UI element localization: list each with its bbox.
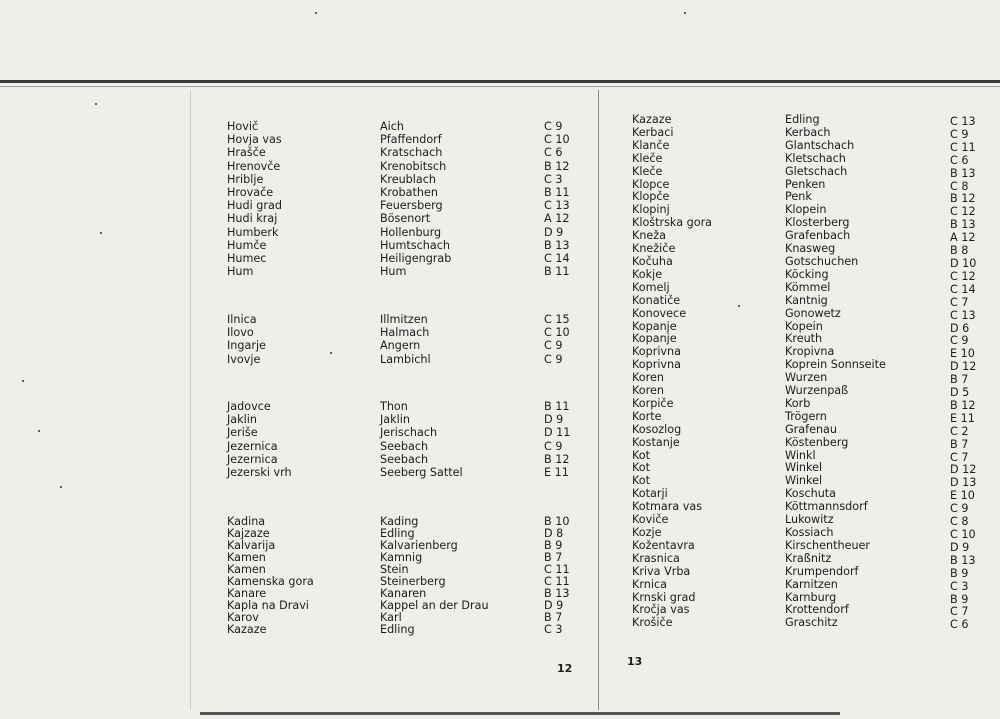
german-name: Illmitzen xyxy=(380,313,428,326)
grid-reference: C 7 xyxy=(950,450,969,464)
grid-reference: E 10 xyxy=(950,489,975,503)
german-name: Kappel an der Drau xyxy=(380,599,489,612)
grid-reference: C 10 xyxy=(544,133,570,147)
slovene-name: Klanče xyxy=(632,138,670,152)
german-name: Koprein Sonnseite xyxy=(785,358,886,372)
slovene-name: Kročja vas xyxy=(632,603,690,617)
slovene-name: Kerbaci xyxy=(632,125,674,139)
slovene-name: Hrenovče xyxy=(227,159,281,173)
grid-reference: D 5 xyxy=(950,386,970,400)
slovene-name: Jezerski vrh xyxy=(227,466,292,480)
german-name: Köstenberg xyxy=(785,435,849,449)
slovene-name: Konatiče xyxy=(632,293,681,307)
scan-speck xyxy=(330,352,332,354)
german-name: Grafenbach xyxy=(785,229,851,243)
german-name: Steinerberg xyxy=(380,575,446,588)
left-page-german-names-group-1 xyxy=(380,120,451,278)
grid-reference: B 7 xyxy=(950,437,969,451)
slovene-name: Klopče xyxy=(632,190,670,204)
german-name: Aich xyxy=(380,120,405,133)
slovene-name: Hrašče xyxy=(227,146,266,160)
grid-reference: C 8 xyxy=(950,179,969,193)
german-name: Karnburg xyxy=(785,590,837,604)
grid-reference: C 14 xyxy=(544,252,570,266)
slovene-name: Kapla na Dravi xyxy=(227,599,309,612)
german-name: Winkel xyxy=(785,461,823,475)
grid-reference: B 13 xyxy=(950,553,976,567)
grid-reference: C 3 xyxy=(950,579,969,593)
left-page-grid-references-group-2 xyxy=(544,313,570,366)
german-name: Krobathen xyxy=(380,186,438,200)
grid-reference: B 9 xyxy=(950,592,969,606)
slovene-name: Krnski grad xyxy=(632,590,696,604)
german-name: Wurzenpaß xyxy=(785,384,849,398)
grid-reference: B 7 xyxy=(544,551,563,564)
grid-reference: C 8 xyxy=(950,515,969,529)
left-page-slovene-names-group-3 xyxy=(227,400,292,479)
german-name: Krenobitsch xyxy=(380,159,447,173)
german-name: Graschitz xyxy=(785,616,838,630)
slovene-name: Kajzaze xyxy=(227,527,270,540)
slovene-name: Korpiče xyxy=(632,396,674,410)
grid-reference: C 9 xyxy=(544,339,563,353)
slovene-name: Ilnica xyxy=(227,313,257,326)
german-name: Kalvarienberg xyxy=(380,539,458,552)
german-name: Kreuth xyxy=(785,332,823,346)
slovene-name: Hudi grad xyxy=(227,199,282,213)
grid-reference: B 12 xyxy=(950,192,976,206)
grid-reference: B 13 xyxy=(544,587,570,600)
grid-reference: C 9 xyxy=(950,334,969,348)
german-name: Karl xyxy=(380,611,402,624)
slovene-name: Kriva Vrba xyxy=(632,564,691,578)
german-name: Edling xyxy=(785,113,820,126)
slovene-name: Kotmara vas xyxy=(632,500,703,514)
slovene-name: Kot xyxy=(632,448,651,462)
grid-reference: C 9 xyxy=(544,352,563,366)
grid-reference: B 10 xyxy=(544,515,570,528)
german-name: Wurzen xyxy=(785,371,828,385)
slovene-name: Knežiče xyxy=(632,242,676,256)
grid-reference: B 12 xyxy=(950,398,976,412)
german-name: Kossiach xyxy=(785,526,834,539)
slovene-name: Krasnica xyxy=(632,551,680,565)
grid-reference: E 10 xyxy=(950,347,975,361)
grid-reference: C 11 xyxy=(544,563,570,576)
bottom-rule xyxy=(200,712,840,715)
grid-reference: C 11 xyxy=(544,575,570,588)
slovene-name: Hovič xyxy=(227,120,259,133)
german-name: Heiligengrab xyxy=(380,252,452,266)
grid-reference: C 9 xyxy=(544,120,563,133)
german-name: Kamnig xyxy=(380,551,423,564)
grid-reference: C 6 xyxy=(950,618,969,632)
grid-reference: C 10 xyxy=(950,528,976,541)
grid-reference: C 14 xyxy=(950,282,976,296)
grid-reference: B 12 xyxy=(544,159,570,173)
grid-reference: C 6 xyxy=(950,153,969,167)
grid-reference: B 13 xyxy=(950,166,976,180)
german-name: Hum xyxy=(380,265,407,279)
top-rule xyxy=(0,80,1000,83)
slovene-name: Humberk xyxy=(227,225,279,239)
german-name: Lukowitz xyxy=(785,513,834,527)
slovene-name: Koviče xyxy=(632,513,669,527)
german-name: Glantschach xyxy=(785,138,855,152)
grid-reference: B 11 xyxy=(544,186,570,200)
german-name: Pfaffendorf xyxy=(380,133,442,147)
slovene-name: Korte xyxy=(632,409,662,423)
slovene-name: Kamenska gora xyxy=(227,575,314,588)
german-name: Kanaren xyxy=(380,587,427,600)
german-name: Humtschach xyxy=(380,238,450,252)
german-name: Seebach xyxy=(380,439,429,453)
grid-reference: D 9 xyxy=(950,540,970,554)
grid-reference: D 13 xyxy=(950,476,977,490)
grid-reference: C 13 xyxy=(950,308,976,322)
german-name: Seeberg Sattel xyxy=(380,466,463,480)
grid-reference: B 7 xyxy=(950,373,969,387)
german-name: Kraßnitz xyxy=(785,551,832,565)
slovene-name: Kotarji xyxy=(632,487,668,501)
grid-reference: B 12 xyxy=(544,452,570,466)
slovene-name: Kožentavra xyxy=(632,538,695,552)
slovene-name: Koprivna xyxy=(632,345,681,359)
german-name: Kading xyxy=(380,515,419,528)
slovene-name: Kadina xyxy=(227,515,266,528)
slovene-name: Kopanje xyxy=(632,332,677,346)
german-name: Kletschach xyxy=(785,151,846,165)
slovene-name: Hum xyxy=(227,265,254,279)
grid-reference: D 10 xyxy=(950,256,977,270)
slovene-name: Hovja vas xyxy=(227,133,282,147)
german-name: Edling xyxy=(380,527,415,540)
slovene-name: Koprivna xyxy=(632,358,681,372)
german-name: Winkl xyxy=(785,448,816,462)
german-name: Kropivna xyxy=(785,345,835,359)
german-name: Korb xyxy=(785,396,811,410)
grid-reference: B 9 xyxy=(950,566,969,580)
grid-reference: B 11 xyxy=(544,265,570,279)
slovene-name: Klopinj xyxy=(632,203,670,217)
slovene-name: Kamen xyxy=(227,563,266,576)
slovene-name: Hriblje xyxy=(227,172,264,186)
grid-reference: C 15 xyxy=(544,313,570,326)
slovene-name: Kalvarija xyxy=(227,539,276,552)
grid-reference: A 12 xyxy=(544,212,570,226)
grid-reference: E 11 xyxy=(544,466,569,480)
german-name: Gletschach xyxy=(785,164,848,178)
slovene-name: Humče xyxy=(227,238,267,252)
slovene-name: Komelj xyxy=(632,280,670,294)
slovene-name: Klopce xyxy=(632,177,670,191)
grid-reference: B 9 xyxy=(544,539,563,552)
slovene-name: Ivovje xyxy=(227,352,261,366)
slovene-name: Jaklin xyxy=(227,413,257,427)
slovene-name: Kleče xyxy=(632,151,663,165)
slovene-name: Koren xyxy=(632,371,664,385)
grid-reference: D 12 xyxy=(950,463,977,477)
slovene-name: Ingarje xyxy=(227,339,266,353)
german-name: Edling xyxy=(380,623,415,636)
grid-reference: C 12 xyxy=(950,269,976,283)
left-page-slovene-names-group-1 xyxy=(227,120,282,278)
german-name: Bösenort xyxy=(380,212,431,226)
slovene-name: Jezernica xyxy=(227,439,278,453)
german-name: Seebach xyxy=(380,452,429,466)
grid-reference: C 9 xyxy=(544,439,563,453)
left-page-slovene-names-group-2 xyxy=(227,313,266,366)
grid-reference: C 9 xyxy=(950,127,969,141)
grid-reference: C 6 xyxy=(544,146,563,160)
scan-speck xyxy=(60,486,62,488)
scan-speck xyxy=(315,12,317,14)
german-name: Kreublach xyxy=(380,172,436,186)
german-name: Koschuta xyxy=(785,487,837,501)
slovene-name: Kot xyxy=(632,474,651,488)
german-name: Winkel xyxy=(785,474,823,488)
slovene-name: Karov xyxy=(227,611,259,624)
grid-reference: D 11 xyxy=(544,426,571,440)
grid-reference: B 13 xyxy=(544,238,570,252)
german-name: Klopein xyxy=(785,203,827,217)
slovene-name: Krnica xyxy=(632,577,667,591)
grid-reference: C 3 xyxy=(544,172,563,186)
german-name: Gonowetz xyxy=(785,306,841,320)
german-name: Kerbach xyxy=(785,125,831,139)
grid-reference: D 6 xyxy=(950,321,970,335)
slovene-name: Kazaze xyxy=(227,623,267,636)
grid-reference: D 9 xyxy=(544,225,564,239)
slovene-name: Kleče xyxy=(632,164,663,178)
slovene-name: Humec xyxy=(227,252,267,266)
scan-speck xyxy=(738,305,740,307)
top-rule-secondary xyxy=(0,86,1000,87)
slovene-name: Hudi kraj xyxy=(227,212,278,226)
left-page-german-names-group-2 xyxy=(380,313,431,366)
german-name: Kirschentheuer xyxy=(785,538,871,552)
german-name: Trögern xyxy=(785,409,827,423)
german-name: Köttmannsdorf xyxy=(785,500,868,514)
slovene-name: Kanare xyxy=(227,587,267,600)
scan-speck xyxy=(38,430,40,432)
left-page-german-names-group-4 xyxy=(380,516,489,636)
right-page-grid-references xyxy=(950,116,976,632)
german-name: Halmach xyxy=(380,326,430,340)
slovene-name: Kosozlog xyxy=(632,422,682,436)
german-name: Klosterberg xyxy=(785,216,850,230)
german-name: Thon xyxy=(380,400,408,413)
grid-reference: D 12 xyxy=(950,360,977,374)
slovene-name: Kneža xyxy=(632,229,667,243)
german-name: Hollenburg xyxy=(380,225,442,239)
left-page-grid-references-group-4 xyxy=(544,516,570,636)
german-name: Kömmel xyxy=(785,280,831,294)
german-name: Krumpendorf xyxy=(785,564,859,578)
grid-reference: C 10 xyxy=(544,326,570,340)
left-page-edge xyxy=(190,90,191,710)
left-page-german-names-group-3 xyxy=(380,400,463,479)
slovene-name: Kostanje xyxy=(632,435,680,449)
german-name: Lambichl xyxy=(380,352,431,366)
slovene-name: Kozje xyxy=(632,526,662,539)
slovene-name: Hrovače xyxy=(227,186,274,200)
german-name: Penken xyxy=(785,177,826,191)
scan-speck xyxy=(22,380,24,382)
left-page-slovene-names-group-4 xyxy=(227,516,314,636)
left-page-grid-references-group-1 xyxy=(544,120,570,278)
grid-reference: C 3 xyxy=(544,623,563,636)
grid-reference: C 13 xyxy=(544,199,570,213)
grid-reference: D 9 xyxy=(544,413,564,427)
slovene-name: Ilovo xyxy=(227,326,254,340)
german-name: Krottendorf xyxy=(785,603,849,617)
german-name: Feuersberg xyxy=(380,199,443,213)
grid-reference: D 9 xyxy=(544,599,564,612)
german-name: Kantnig xyxy=(785,293,828,307)
slovene-name: Jezernica xyxy=(227,452,278,466)
grid-reference: C 7 xyxy=(950,295,969,309)
german-name: Jaklin xyxy=(380,413,410,427)
slovene-name: Kočuha xyxy=(632,254,673,268)
right-page-german-names xyxy=(785,114,886,630)
scan-speck xyxy=(95,103,97,105)
german-name: Gotschuchen xyxy=(785,254,859,268)
slovene-name: Kloštrska gora xyxy=(632,216,713,230)
grid-reference: C 11 xyxy=(950,140,976,154)
grid-reference: C 7 xyxy=(950,605,969,619)
slovene-name: Kokje xyxy=(632,267,663,281)
german-name: Kopein xyxy=(785,319,823,333)
german-name: Stein xyxy=(380,563,409,576)
slovene-name: Konovece xyxy=(632,306,687,320)
grid-reference: B 11 xyxy=(544,400,570,413)
scan-speck xyxy=(100,232,102,234)
grid-reference: B 8 xyxy=(950,244,969,258)
grid-reference: C 2 xyxy=(950,424,969,438)
grid-reference: E 11 xyxy=(950,411,975,425)
page-gutter xyxy=(598,90,599,710)
german-name: Knasweg xyxy=(785,242,836,256)
grid-reference: C 13 xyxy=(950,115,976,128)
grid-reference: C 12 xyxy=(950,205,976,219)
german-name: Penk xyxy=(785,190,812,204)
slovene-name: Kot xyxy=(632,461,651,475)
grid-reference: D 8 xyxy=(544,527,564,540)
slovene-name: Jeriše xyxy=(227,426,258,440)
left-page-grid-references-group-3 xyxy=(544,400,570,479)
slovene-name: Krošiče xyxy=(632,616,673,630)
german-name: Kratschach xyxy=(380,146,443,160)
right-page-slovene-names xyxy=(632,114,712,630)
page-number-left: 12 xyxy=(557,662,573,675)
grid-reference: B 7 xyxy=(544,611,563,624)
slovene-name: Kazaze xyxy=(632,113,672,126)
slovene-name: Koren xyxy=(632,384,664,398)
grid-reference: A 12 xyxy=(950,231,976,245)
german-name: Angern xyxy=(380,339,421,353)
german-name: Jerischach xyxy=(380,426,438,440)
slovene-name: Jadovce xyxy=(227,400,271,413)
german-name: Karnitzen xyxy=(785,577,838,591)
page-number-right: 13 xyxy=(627,655,643,668)
grid-reference: B 13 xyxy=(950,218,976,232)
scan-speck xyxy=(684,12,686,14)
slovene-name: Kamen xyxy=(227,551,266,564)
german-name: Köcking xyxy=(785,267,829,281)
grid-reference: C 9 xyxy=(950,502,969,516)
german-name: Grafenau xyxy=(785,422,837,436)
slovene-name: Kopanje xyxy=(632,319,677,333)
